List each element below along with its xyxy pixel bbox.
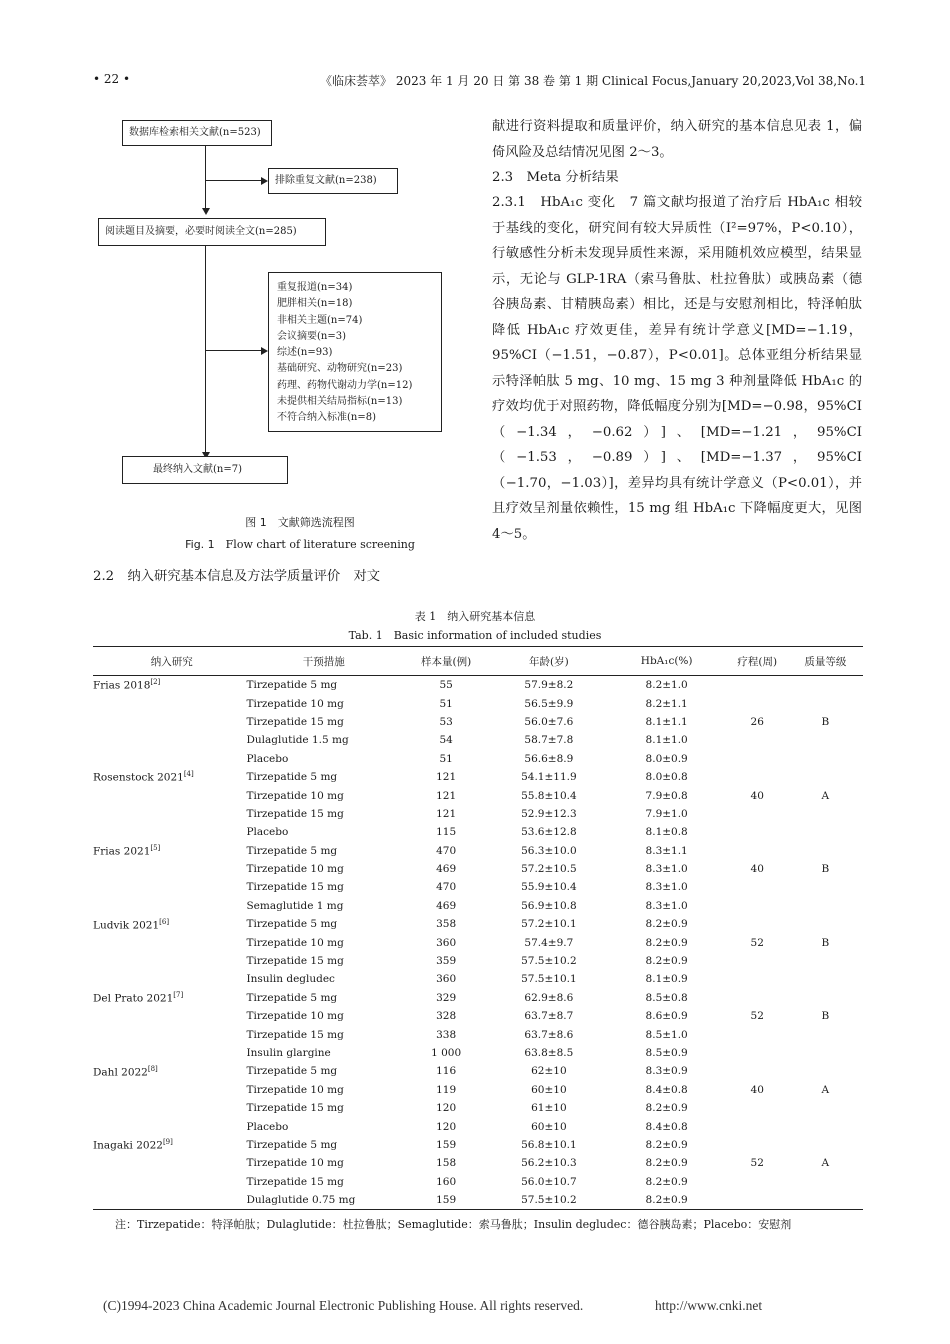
cell-age: 56.5±9.9 xyxy=(524,697,574,710)
cell-hba1c: 8.2±0.9 xyxy=(645,1102,688,1115)
exclusion-item: 肥胖相关(n=18) xyxy=(277,298,353,310)
cell-age: 63.7±8.6 xyxy=(524,1028,574,1041)
cell-intervention: Tirzepatide 10 mg xyxy=(246,1083,344,1096)
cell-duration xyxy=(727,897,788,915)
cell-sample: 121 xyxy=(436,771,457,784)
cell-duration xyxy=(727,750,788,768)
cell-age: 57.2±10.1 xyxy=(521,918,577,931)
cell-hba1c: 8.1±1.0 xyxy=(645,734,688,747)
cell-hba1c: 8.4±0.8 xyxy=(645,1120,688,1133)
table-row xyxy=(93,1136,863,1154)
table-row xyxy=(93,1117,863,1135)
cell-quality xyxy=(788,1191,863,1210)
cell-sample: 121 xyxy=(436,789,457,802)
table-caption-cn: 表 1 纳入研究基本信息 xyxy=(414,610,536,623)
table-row xyxy=(93,694,863,712)
cell-sample: 53 xyxy=(439,715,453,728)
cell-duration xyxy=(727,1099,788,1117)
cell-age: 61±10 xyxy=(531,1102,567,1115)
cell-hba1c: 8.2±0.9 xyxy=(645,936,688,949)
cell-study xyxy=(93,1154,246,1172)
cell-quality: A xyxy=(821,789,830,802)
cell-duration xyxy=(727,694,788,712)
exclusion-item: 基础研究、动物研究(n=23) xyxy=(277,363,403,375)
cell-age: 60±10 xyxy=(531,1083,567,1096)
table-note: 注：Tirzepatide：特泽帕肽；Dulaglutide：杜拉鲁肽；Semaglutide：索马鲁肽；Insulin degludec：德谷胰岛素；Placebo：安慰剂 xyxy=(115,1218,792,1231)
cell-quality xyxy=(788,694,863,712)
cell-hba1c: 8.3±0.9 xyxy=(645,1065,688,1078)
cell-study xyxy=(93,805,246,823)
cell-hba1c: 8.5±0.8 xyxy=(645,991,688,1004)
cell-study xyxy=(93,1173,246,1191)
cell-sample: 1 000 xyxy=(431,1047,462,1059)
cell-hba1c: 8.3±1.0 xyxy=(645,881,688,894)
cell-duration xyxy=(727,1044,788,1062)
table-row xyxy=(93,1044,863,1062)
table-row xyxy=(93,915,863,933)
cell-hba1c: 8.2±0.9 xyxy=(645,955,688,968)
exclusion-item: 综述(n=93) xyxy=(277,347,333,359)
cell-quality: A xyxy=(821,1083,830,1096)
cell-hba1c: 8.0±0.8 xyxy=(645,771,688,784)
cell-hba1c: 8.3±1.0 xyxy=(645,863,688,876)
cell-sample: 160 xyxy=(436,1175,457,1188)
col-age: 年龄(岁) xyxy=(491,647,606,676)
cell-quality xyxy=(788,731,863,749)
cell-quality: B xyxy=(821,1010,830,1023)
cell-duration xyxy=(727,676,788,695)
cell-duration xyxy=(727,1117,788,1135)
cell-age: 54.1±11.9 xyxy=(521,771,577,784)
cell-intervention: Tirzepatide 10 mg xyxy=(246,697,344,710)
col-duration: 疗程(周) xyxy=(727,647,788,676)
table-row xyxy=(93,676,863,695)
cell-duration: 40 xyxy=(750,1083,764,1096)
table-row xyxy=(93,970,863,988)
cell-intervention: Tirzepatide 15 mg xyxy=(246,955,344,968)
cell-study xyxy=(93,731,246,749)
cell-sample: 119 xyxy=(436,1083,457,1096)
cell-age: 55.9±10.4 xyxy=(521,881,577,894)
col-hba1c: HbA₁c(%) xyxy=(607,647,727,676)
table-row xyxy=(93,1173,863,1191)
cell-study: Ludvik 2021[6] xyxy=(93,917,170,932)
cell-study xyxy=(93,1117,246,1135)
cell-duration xyxy=(727,805,788,823)
table-row xyxy=(93,1007,863,1025)
cell-intervention: Tirzepatide 5 mg xyxy=(246,679,338,692)
cell-sample: 51 xyxy=(439,697,453,710)
cell-duration xyxy=(727,1191,788,1210)
cell-intervention: Tirzepatide 10 mg xyxy=(246,1157,344,1170)
cell-age: 63.7±8.7 xyxy=(524,1010,574,1023)
cell-age: 62.9±8.6 xyxy=(524,991,574,1004)
cell-quality xyxy=(788,1173,863,1191)
table-row xyxy=(93,1099,863,1117)
cell-study xyxy=(93,786,246,804)
cell-quality xyxy=(788,915,863,933)
table-row xyxy=(93,1025,863,1043)
cell-sample: 358 xyxy=(436,918,457,931)
cell-sample: 359 xyxy=(436,955,457,968)
cell-age: 57.9±8.2 xyxy=(524,679,574,692)
cell-study xyxy=(93,1081,246,1099)
cell-intervention: Tirzepatide 15 mg xyxy=(246,881,344,894)
section-2-3-heading: 2.3 Meta 分析结果 xyxy=(492,170,619,185)
cell-quality xyxy=(788,970,863,988)
cell-intervention: Tirzepatide 5 mg xyxy=(246,844,338,857)
cell-sample: 469 xyxy=(436,863,457,876)
cell-intervention: Tirzepatide 15 mg xyxy=(246,715,344,728)
cell-sample: 159 xyxy=(401,1191,491,1210)
cell-study xyxy=(93,713,246,731)
cell-quality xyxy=(788,1062,863,1080)
cell-study xyxy=(93,1191,246,1210)
cell-age: 57.4±9.7 xyxy=(524,936,574,949)
cell-hba1c: 8.3±1.1 xyxy=(645,844,688,857)
cell-hba1c: 8.2±0.9 xyxy=(645,1157,688,1170)
cell-duration xyxy=(727,768,788,786)
figure-caption-cn: 图 1 文献筛选流程图 xyxy=(245,516,355,529)
table-row xyxy=(93,731,863,749)
cell-age: 56.9±10.8 xyxy=(521,899,577,912)
cell-study xyxy=(93,750,246,768)
table-row xyxy=(93,952,863,970)
cell-hba1c: 8.6±0.9 xyxy=(645,1010,688,1023)
cell-intervention: Insulin degludec xyxy=(246,973,335,986)
flow-box-final: 最终纳入文献(n=7) xyxy=(122,456,288,484)
cell-hba1c: 7.9±0.8 xyxy=(645,789,688,802)
cell-duration: 52 xyxy=(750,1010,764,1023)
cell-study: Dahl 2022[8] xyxy=(93,1064,158,1079)
cell-sample: 338 xyxy=(436,1028,457,1041)
table-row xyxy=(93,1081,863,1099)
cell-duration: 52 xyxy=(750,1157,764,1170)
exclusion-item: 非相关主题(n=74) xyxy=(277,314,363,326)
cell-duration: 40 xyxy=(750,789,764,802)
table-row xyxy=(93,805,863,823)
cell-hba1c: 8.4±0.8 xyxy=(645,1083,688,1096)
cell-intervention: Semaglutide 1 mg xyxy=(246,899,344,912)
cell-quality: B xyxy=(821,863,830,876)
table-row xyxy=(93,842,863,860)
cell-intervention: Tirzepatide 10 mg xyxy=(246,789,344,802)
cell-duration: 52 xyxy=(750,936,764,949)
cell-hba1c: 8.3±1.0 xyxy=(645,899,688,912)
table-row xyxy=(93,878,863,896)
table-row xyxy=(93,713,863,731)
cell-study: Inagaki 2022[9] xyxy=(93,1138,173,1152)
cell-hba1c: 8.2±0.9 xyxy=(645,1138,688,1151)
cell-intervention: Tirzepatide 10 mg xyxy=(246,936,344,949)
cell-sample: 470 xyxy=(436,844,457,857)
table-row xyxy=(93,823,863,841)
table-row xyxy=(93,989,863,1007)
studies-table xyxy=(93,646,863,1210)
cell-quality xyxy=(788,878,863,896)
cell-quality: B xyxy=(821,936,830,949)
cell-hba1c: 8.2±0.9 xyxy=(645,1175,688,1188)
cell-quality xyxy=(788,676,863,695)
cell-quality xyxy=(788,1099,863,1117)
cell-study xyxy=(93,970,246,988)
cell-quality: B xyxy=(821,715,830,728)
cell-age: 58.7±7.8 xyxy=(524,734,574,747)
exclusion-item: 药理、药物代谢动力学(n=12) xyxy=(277,379,413,391)
cell-intervention: Tirzepatide 15 mg xyxy=(246,1102,344,1115)
cell-age: 56.3±10.0 xyxy=(521,844,577,857)
cell-quality xyxy=(788,768,863,786)
cell-age: 57.5±10.1 xyxy=(521,973,577,986)
cell-intervention: Placebo xyxy=(246,826,289,839)
table-row xyxy=(93,1154,863,1172)
cell-intervention: Tirzepatide 15 mg xyxy=(246,1175,344,1188)
table-caption-en: Tab. 1 Basic information of included studies xyxy=(348,629,602,642)
cell-sample: 469 xyxy=(436,899,457,912)
cell-age: 55.8±10.4 xyxy=(521,789,577,802)
cell-quality xyxy=(788,897,863,915)
section-2-3-1-paragraph: 2.3.1 HbA₁c 变化 7 篇文献均报道了治疗后 HbA₁c 相较于基线的变化，研究间有较大异质性（I²=97%，P<0.10），行敏感性分析未发现异质性来源，采用随机效应模型，结果显示，无论与 GLP-1RA（索马鲁肽、杜拉鲁肽）或胰岛素（德谷胰岛素、甘精胰岛素）相比，还是与安慰剂相比，特泽帕肽降低 HbA₁c 疗效更佳，差异有统计学意义[MD=−1.19，95%CI（−1.51，−0.87），P<0.01]。总体亚组分析结果显示特泽帕肽 5 mg、10 mg、15 mg 3 种剂量降低 HbA₁c 的疗效均优于对照药物，降低幅度分别为[MD=−0.98，95%CI（−1.34，−0.62）]、[MD=−1.21，95%CI（−1.53，−0.89）]、[MD=−1.37，95%CI（−1.70，−1.03）]，差异均具有统计学意义（P<0.01），并且疗效呈剂量依赖性，15 mg 组 HbA₁c 下降幅度更大，见图 4～5。 xyxy=(492,195,862,542)
cell-age: 60±10 xyxy=(531,1120,567,1133)
flow-box-screen: 阅读题目及摘要，必要时阅读全文(n=285) xyxy=(98,218,326,246)
cell-duration xyxy=(727,1173,788,1191)
right-column-continuation: 献进行资料提取和质量评价，纳入研究的基本信息见表 1，偏倚风险及总结情况见图 2～3。 xyxy=(492,119,862,160)
copyright-footer: (C)1994-2023 China Academic Journal Electronic Publishing House. All rights reserved. xyxy=(103,1298,584,1313)
cell-age: 52.9±12.3 xyxy=(521,807,577,820)
cell-sample: 120 xyxy=(436,1102,457,1115)
cell-study: Frias 2021[5] xyxy=(93,843,161,858)
cell-duration xyxy=(727,970,788,988)
cell-quality xyxy=(788,952,863,970)
table-row xyxy=(93,1062,863,1080)
cell-study: Rosenstock 2021[4] xyxy=(93,770,194,784)
cell-intervention: Tirzepatide 10 mg xyxy=(246,1010,344,1023)
cell-hba1c: 8.2±1.1 xyxy=(645,697,688,710)
table-row xyxy=(93,933,863,951)
section-2-2-heading: 2.2 纳入研究基本信息及方法学质量评价 对文 xyxy=(93,569,381,584)
cell-intervention: Tirzepatide 5 mg xyxy=(246,1138,338,1151)
cell-study: Del Prato 2021[7] xyxy=(93,991,184,1005)
cell-quality xyxy=(788,842,863,860)
cell-duration xyxy=(727,731,788,749)
cell-duration: 26 xyxy=(750,715,764,728)
cell-intervention: Dulaglutide 0.75 mg xyxy=(246,1191,401,1210)
cell-study xyxy=(93,933,246,951)
cell-quality xyxy=(788,1044,863,1062)
cell-sample: 121 xyxy=(436,807,457,820)
flow-box-duplicates: 排除重复文献(n=238) xyxy=(268,168,398,194)
cell-intervention: Tirzepatide 5 mg xyxy=(246,991,338,1004)
cell-sample: 55 xyxy=(439,679,453,692)
cell-quality xyxy=(788,823,863,841)
cell-hba1c: 8.1±0.9 xyxy=(645,973,688,986)
cell-age: 56.0±10.7 xyxy=(521,1175,577,1188)
cell-hba1c: 8.5±0.9 xyxy=(645,1047,688,1059)
cell-quality: A xyxy=(821,1157,830,1170)
cell-sample: 115 xyxy=(436,826,457,839)
cell-sample: 470 xyxy=(436,881,457,894)
cell-duration xyxy=(727,989,788,1007)
cell-sample: 116 xyxy=(436,1065,457,1078)
cell-age: 56.6±8.9 xyxy=(524,752,574,765)
cell-quality xyxy=(788,1025,863,1043)
cell-age: 62±10 xyxy=(531,1065,567,1078)
cell-duration: 40 xyxy=(750,863,764,876)
cell-quality xyxy=(788,1136,863,1154)
table-row xyxy=(93,750,863,768)
cell-age: 56.0±7.6 xyxy=(524,715,574,728)
cell-quality xyxy=(788,750,863,768)
cell-sample: 328 xyxy=(436,1010,457,1023)
table-row xyxy=(93,860,863,878)
cell-duration xyxy=(727,1062,788,1080)
figure-caption-en: Fig. 1 Flow chart of literature screening xyxy=(185,538,415,551)
cell-hba1c: 8.5±1.0 xyxy=(645,1028,688,1041)
cell-age: 63.8±8.5 xyxy=(524,1047,574,1059)
table-row xyxy=(93,786,863,804)
table-row xyxy=(93,768,863,786)
cell-study xyxy=(93,1099,246,1117)
cell-intervention: Tirzepatide 5 mg xyxy=(246,771,338,784)
col-sample: 样本量(例) xyxy=(401,647,491,676)
cell-sample: 360 xyxy=(436,936,457,949)
cell-intervention: Dulaglutide 1.5 mg xyxy=(246,734,349,747)
cell-study xyxy=(93,897,246,915)
cell-duration xyxy=(727,915,788,933)
cnki-url: http://www.cnki.net xyxy=(655,1298,763,1313)
cell-age: 56.2±10.3 xyxy=(521,1157,577,1170)
cell-study xyxy=(93,860,246,878)
cell-intervention: Tirzepatide 5 mg xyxy=(246,918,338,931)
exclusion-item: 不符合纳入标准(n=8) xyxy=(277,412,376,424)
exclusion-item: 会议摘要(n=3) xyxy=(277,330,346,342)
page-number: • 22 • xyxy=(93,72,131,86)
cell-hba1c: 8.0±0.9 xyxy=(645,752,688,765)
cell-intervention: Tirzepatide 5 mg xyxy=(246,1065,338,1078)
cell-hba1c: 7.9±1.0 xyxy=(645,807,688,820)
cell-sample: 329 xyxy=(436,991,457,1004)
cell-age: 56.8±10.1 xyxy=(521,1138,577,1151)
cell-intervention: Insulin glargine xyxy=(246,1047,331,1059)
table-row xyxy=(93,1191,863,1210)
cell-study xyxy=(93,878,246,896)
table-header-row xyxy=(93,647,863,676)
cell-intervention: Placebo xyxy=(246,752,289,765)
cell-study xyxy=(93,1007,246,1025)
cell-hba1c: 8.1±0.8 xyxy=(645,826,688,839)
cell-sample: 159 xyxy=(436,1138,457,1151)
cell-study xyxy=(93,1025,246,1043)
cell-duration xyxy=(727,1136,788,1154)
cell-duration xyxy=(727,1025,788,1043)
col-study: 纳入研究 xyxy=(93,647,246,676)
cell-age: 53.6±12.8 xyxy=(521,826,577,839)
cell-intervention: Tirzepatide 15 mg xyxy=(246,1028,344,1041)
cell-quality xyxy=(788,1117,863,1135)
cell-hba1c: 8.1±1.1 xyxy=(645,715,688,728)
cell-sample: 51 xyxy=(439,752,453,765)
cell-sample: 360 xyxy=(436,973,457,986)
cell-duration xyxy=(727,823,788,841)
cell-age: 57.5±10.2 xyxy=(491,1191,606,1210)
cell-sample: 120 xyxy=(436,1120,457,1133)
flow-box-exclusions xyxy=(268,272,442,432)
col-quality: 质量等级 xyxy=(788,647,863,676)
cell-intervention: Placebo xyxy=(246,1120,289,1133)
flow-box-search: 数据库检索相关文献(n=523) xyxy=(122,120,272,146)
table-row xyxy=(93,897,863,915)
cell-study xyxy=(93,1044,246,1062)
cell-intervention: Tirzepatide 15 mg xyxy=(246,807,344,820)
cell-duration xyxy=(727,842,788,860)
cell-sample: 158 xyxy=(436,1157,457,1170)
col-intervention: 干预措施 xyxy=(246,647,401,676)
cell-duration xyxy=(727,952,788,970)
cell-study xyxy=(93,952,246,970)
cell-age: 57.5±10.2 xyxy=(521,955,577,968)
cell-hba1c: 8.2±0.9 xyxy=(607,1191,727,1210)
exclusion-item: 重复报道(n=34) xyxy=(277,282,353,293)
journal-header: 《临床荟萃》 2023 年 1 月 20 日 第 38 卷 第 1 期 Clinical Focus,January 20,2023,Vol 38,No.1 xyxy=(320,74,867,88)
cell-duration xyxy=(727,878,788,896)
cell-study xyxy=(93,823,246,841)
cell-intervention: Tirzepatide 10 mg xyxy=(246,863,344,876)
cell-study: Frias 2018[2] xyxy=(93,678,161,692)
cell-quality xyxy=(788,805,863,823)
cell-study xyxy=(93,694,246,712)
cell-hba1c: 8.2±1.0 xyxy=(645,679,688,692)
cell-sample: 54 xyxy=(439,734,453,747)
cell-quality xyxy=(788,989,863,1007)
cell-age: 57.2±10.5 xyxy=(521,863,577,876)
exclusion-item: 未提供相关结局指标(n=13) xyxy=(277,396,403,408)
cell-hba1c: 8.2±0.9 xyxy=(645,918,688,931)
